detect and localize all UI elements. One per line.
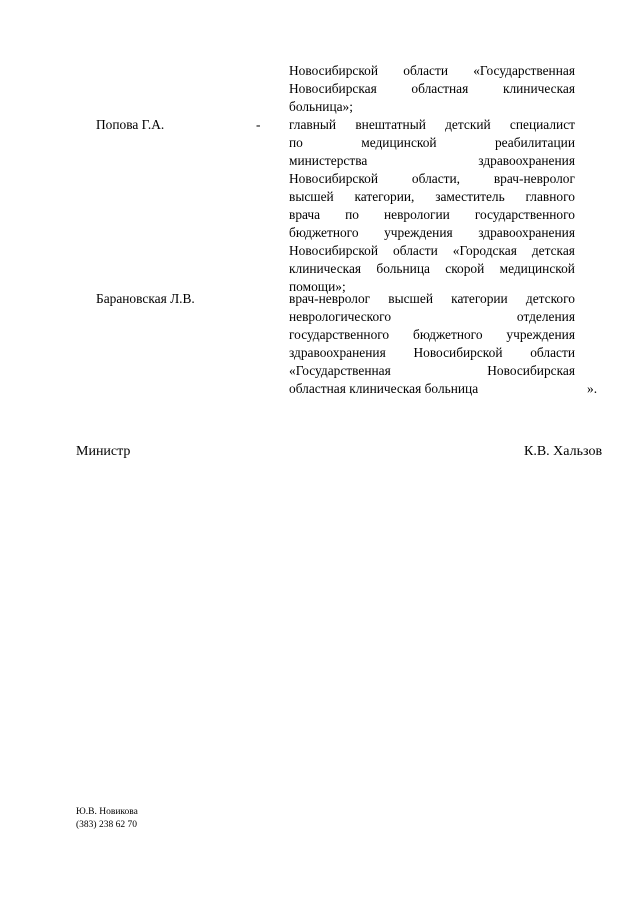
word: детский	[445, 117, 491, 132]
entry-0-line-1	[289, 80, 575, 98]
word: главный	[289, 117, 337, 132]
word: министерства	[289, 153, 368, 168]
word: главного	[525, 189, 575, 204]
word: области	[530, 345, 575, 360]
entry-1-line-1	[289, 134, 575, 152]
word: отделения	[516, 309, 575, 324]
member-dash: -	[256, 117, 261, 132]
word: областная	[411, 81, 469, 96]
word: бюджетного	[413, 327, 483, 342]
word: Новосибирской	[289, 171, 379, 186]
word: специалист	[509, 117, 575, 132]
entry-1-line-4	[289, 188, 575, 206]
word: заместитель	[435, 189, 505, 204]
executor-name: Ю.В. Новикова	[76, 807, 138, 817]
entry-2-line-5: областная клиническая больница	[289, 381, 479, 396]
word: «Государственная	[289, 363, 391, 378]
word: высшей	[388, 291, 433, 306]
word: клиническая	[502, 81, 575, 96]
entry-1-line-9: помощи»;	[289, 279, 346, 294]
word: детская	[531, 243, 575, 258]
word: неврологического	[289, 309, 392, 324]
word: области,	[411, 171, 460, 186]
word: детского	[525, 291, 575, 306]
entry-1-line-6	[289, 224, 575, 242]
word: скорой	[445, 261, 485, 276]
word: врач-невролог	[289, 291, 371, 306]
entry-1-line-3	[289, 170, 575, 188]
word: медицинской	[361, 135, 437, 150]
word: здравоохранения	[478, 153, 575, 168]
word: реабилитации	[494, 135, 575, 150]
word: категории	[451, 291, 508, 306]
entry-2-line-2	[289, 326, 575, 344]
word: Новосибирская	[487, 363, 575, 378]
word: неврологии	[383, 207, 450, 222]
word: внештатный	[355, 117, 426, 132]
word: Новосибирской	[289, 243, 379, 258]
member-name-baranovskaya: Барановская Л.В.	[96, 291, 195, 306]
word: клиническая	[289, 261, 362, 276]
entry-1-line-2	[289, 152, 575, 170]
word: государственного	[289, 327, 390, 342]
signature-name: К.В. Хальзов	[524, 444, 603, 459]
word: «Городская	[452, 243, 517, 258]
entry-1-line-7	[289, 242, 575, 260]
member-name-popova: Попова Г.А.	[96, 117, 165, 132]
word: здравоохранения	[289, 345, 386, 360]
entry-0-line-0	[289, 62, 575, 80]
word: Новосибирской	[413, 345, 503, 360]
entry-0-line-2: больница»;	[289, 99, 353, 114]
word: врач-невролог	[493, 171, 575, 186]
word: здравоохранения	[478, 225, 575, 240]
entry-2-line-1	[289, 308, 575, 326]
word: области	[393, 243, 438, 258]
word: по	[345, 207, 359, 222]
entry-2-line-4	[289, 362, 575, 380]
word: высшей	[289, 189, 334, 204]
word: врача	[289, 207, 321, 222]
executor-phone: (383) 238 62 70	[76, 820, 137, 830]
word: учреждения	[384, 225, 453, 240]
word: по	[289, 135, 303, 150]
end-mark: ».	[587, 381, 598, 396]
word: больница	[376, 261, 430, 276]
word: Новосибирской	[289, 63, 379, 78]
word: бюджетного	[289, 225, 359, 240]
word: Новосибирская	[289, 81, 377, 96]
signature-position: Министр	[76, 444, 131, 459]
entry-1-line-0	[289, 116, 575, 134]
word: категории,	[354, 189, 415, 204]
word: учреждения	[506, 327, 575, 342]
entry-2-line-0	[289, 290, 575, 308]
word: государственного	[474, 207, 575, 222]
entry-1-line-5	[289, 206, 575, 224]
word: «Государственная	[473, 63, 575, 78]
entry-1-line-8	[289, 260, 575, 278]
word: области	[403, 63, 449, 78]
entry-2-line-3	[289, 344, 575, 362]
word: медицинской	[499, 261, 575, 276]
